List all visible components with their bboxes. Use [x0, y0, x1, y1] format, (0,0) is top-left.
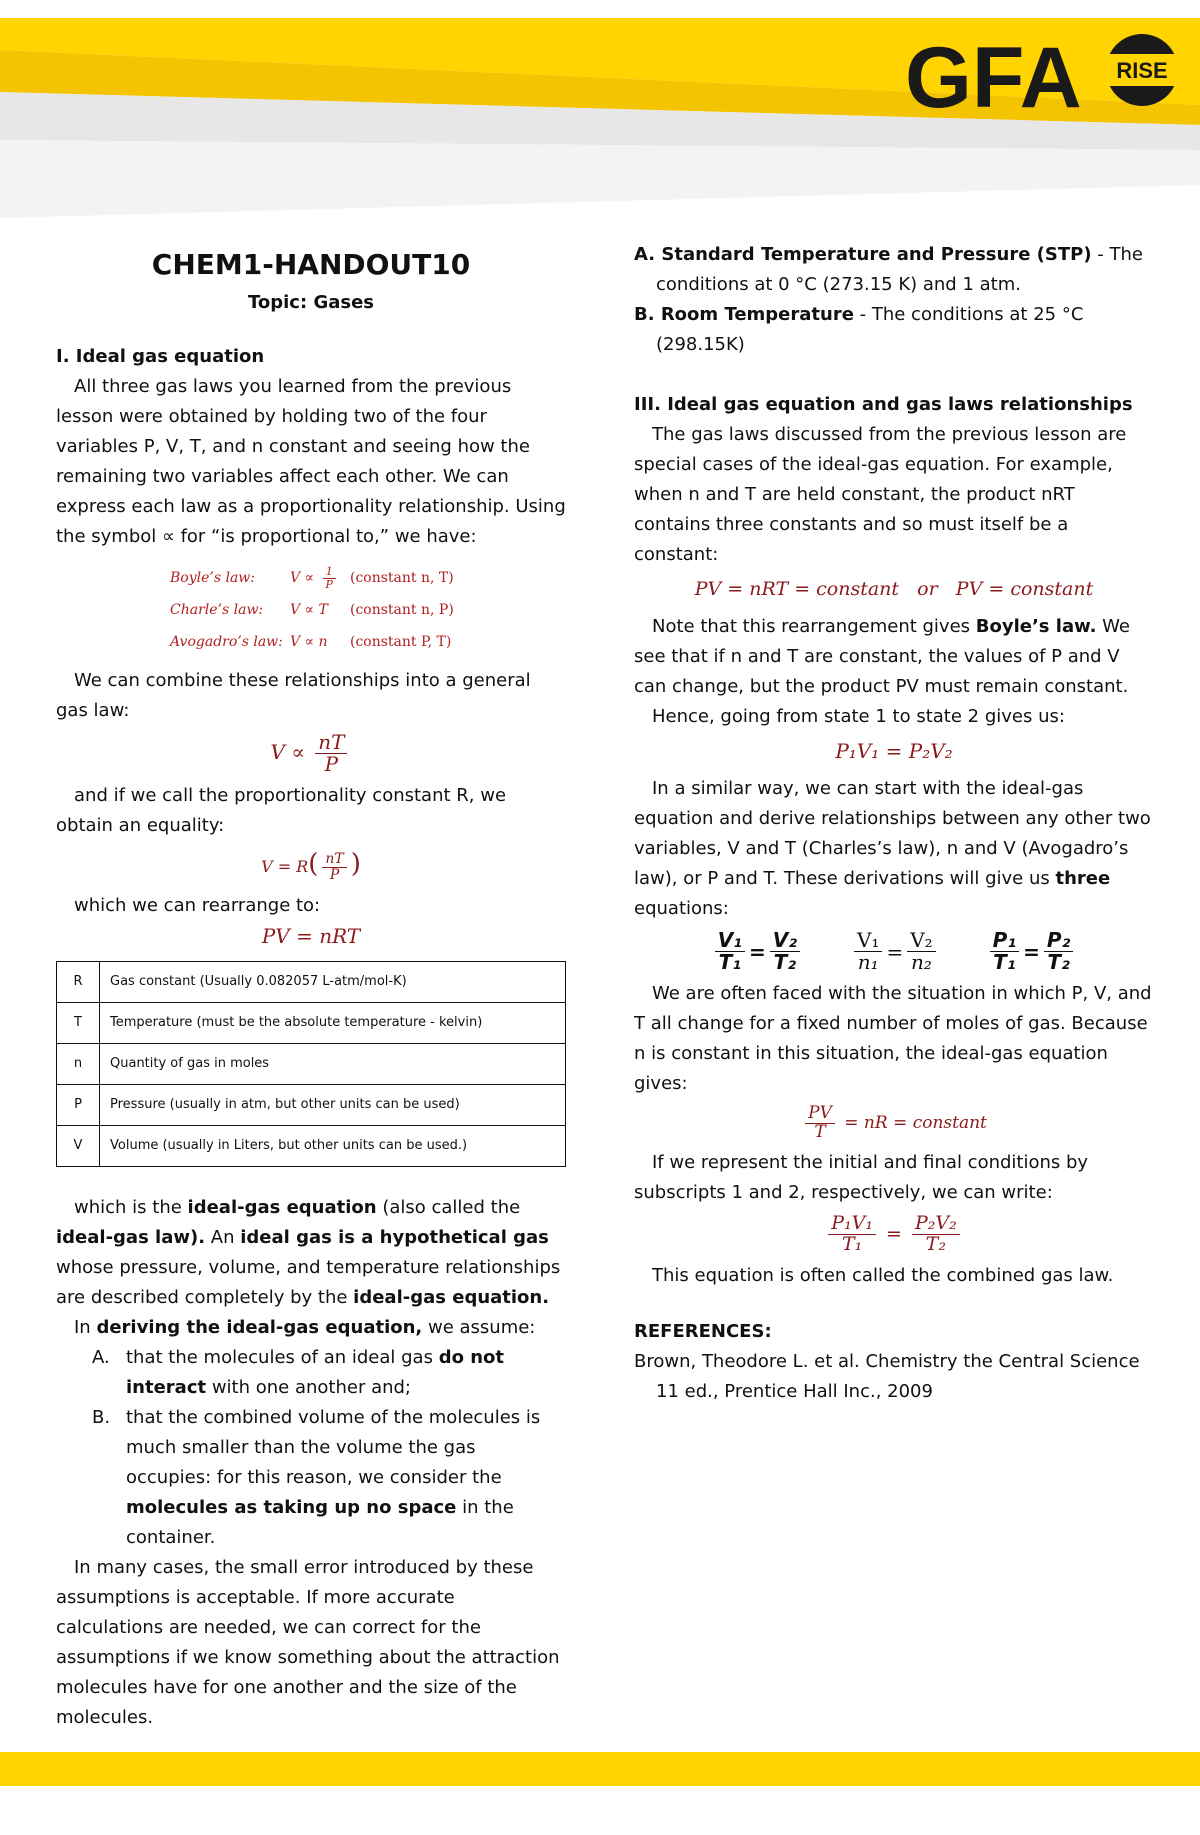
section3-heading: III. Ideal gas equation and gas laws relationships — [634, 394, 1133, 415]
law-name: Boyle’s law: — [170, 570, 255, 586]
law-name: Charle’s law: — [170, 602, 264, 618]
table-cell-description: Volume (usually in Liters, but other units can be used.) — [100, 1125, 566, 1166]
law-rel-lhs: V ∝ — [290, 570, 315, 586]
state-paragraph: Hence, going from state 1 to state 2 gives us: — [652, 706, 1065, 727]
footer-bar — [0, 1752, 1200, 1786]
list-marker: A. — [92, 1346, 110, 1368]
table-cell-symbol: V — [57, 1125, 100, 1166]
left-column — [56, 240, 566, 1733]
frac-left — [715, 930, 745, 973]
constant-paragraph: and if we call the proportionality constant R, we obtain an equality: — [56, 785, 507, 836]
law-avogadro — [170, 626, 566, 658]
frac-den: n₂ — [910, 950, 932, 974]
frac-den: T₁ — [718, 950, 742, 974]
right-column — [634, 240, 1154, 1407]
law-charles — [170, 594, 566, 626]
bold-text: ideal-gas equation. — [353, 1286, 550, 1308]
eq-lhs: V ∝ — [270, 740, 305, 764]
frac-den: n₁ — [857, 950, 879, 974]
frac-den: T₂ — [773, 950, 797, 974]
table-cell-symbol: T — [57, 1002, 100, 1043]
table-cell-symbol: R — [57, 961, 100, 1002]
frac-num: V₂ — [907, 930, 935, 952]
assumption-a — [92, 1343, 566, 1403]
closing-paragraph: In many cases, the small error introduced by these assumptions is acceptable. If more accurate calculations are needed, we can correct for the assumptions if we know something about the attraction molecules have for one another and the size of the molecules. — [56, 1556, 560, 1728]
eq-frac — [315, 732, 347, 775]
special-cases-paragraph: The gas laws discussed from the previous lesson are special cases of the ideal-gas equation. For example, when n and T are held constant, the product nRT contains three constants and so must itself be a constant: — [634, 424, 1127, 565]
text: - The conditions at 0 °C (273.15 K) and 1 atm. — [656, 244, 1143, 295]
text: Note that this rearrangement gives — [652, 616, 976, 637]
bold-text: three — [1055, 868, 1111, 889]
frac-num: P₁V₁ — [828, 1214, 876, 1235]
text: that the combined volume of the molecules is much smaller than the volume the gas occupies: for this reason, we consider the — [126, 1406, 541, 1488]
text: - The conditions at 25 °C (298.15K) — [656, 304, 1084, 355]
logo-text: GFA — [905, 30, 1082, 126]
equation-charles: $\frac{\text{V₁}}{\text{T₁}}$ = $\frac{\text{V₂}}{\text{T₂}}$ — [711, 930, 804, 973]
bold-text: molecules as taking up no space — [126, 1496, 457, 1518]
boyles-note-paragraph — [634, 612, 1154, 702]
law-name: Avogadro’s law: — [170, 634, 283, 650]
derivations-paragraph — [634, 774, 1154, 924]
frac-num: PV — [805, 1105, 835, 1124]
bold-text: deriving the ideal-gas equation, — [96, 1316, 423, 1338]
frac-num: V₁ — [854, 930, 882, 952]
frac-den: T₁ — [842, 1232, 863, 1255]
topic: Topic: Gases — [248, 292, 374, 313]
table-row — [57, 1084, 566, 1125]
equation-constant: PV = nRT = constant or PV = constant — [694, 578, 1094, 600]
text: equations: — [634, 898, 729, 919]
equation-avogadro: $\frac{\text{V₁}}{\text{n₁}}$ = $\frac{\text{V₂}}{\text{n₂}}$ — [850, 930, 940, 973]
table-cell-description: Pressure (usually in atm, but other units can be used) — [100, 1084, 566, 1125]
table-row — [57, 1043, 566, 1084]
frac-den: T₂ — [1047, 950, 1070, 974]
frac-right — [770, 930, 800, 973]
frac-right — [907, 930, 935, 973]
assumption-b — [92, 1403, 566, 1553]
rearrange-paragraph: which we can rearrange to: — [74, 894, 321, 916]
eq-frac — [805, 1105, 835, 1142]
bold-text: do not interact — [126, 1346, 504, 1398]
frac-den: P — [329, 867, 340, 883]
table-row — [57, 1002, 566, 1043]
header-banner — [0, 0, 1200, 240]
eq-lhs: V = R — [261, 857, 309, 876]
bold-text: B. Room Temperature — [634, 304, 854, 325]
bold-text: Boyle’s law. — [975, 616, 1097, 637]
table-cell-description: Temperature (must be the absolute temperature - kelvin) — [100, 1002, 566, 1043]
text: that the molecules of an ideal gas — [126, 1346, 439, 1368]
equation-combined-gas-law: $\frac{\text{P₁V₁}}{\text{T₁}}$ = $\frac{\text{P₂V₂}}{\text{T₂}}$ — [634, 1214, 1154, 1255]
text: with one another and; — [206, 1376, 411, 1398]
equation-v-proportional — [56, 732, 566, 775]
equation-boyle: P₁V₁ = P₂V₂ — [835, 739, 953, 763]
combined-law-paragraph: This equation is often called the combined gas law. — [652, 1264, 1114, 1286]
text: whose pressure, volume, and temperature relationships are described completely by the — [56, 1256, 561, 1308]
ideal-gas-definition — [56, 1193, 566, 1313]
variables-table — [56, 961, 566, 1167]
table-row — [57, 1125, 566, 1166]
equation-gay-lussac: $\frac{\text{P₁}}{\text{T₁}}$ = $\frac{\text{P₂}}{\text{T₂}}$ — [986, 930, 1078, 973]
frac-left — [854, 930, 882, 973]
room-temp-definition — [634, 300, 1154, 360]
text: In a similar way, we can start with the ideal-gas equation and derive relationships between any other two variables, V and T (Charles’s law), n and V (Avogadro’s law), or P and T. These derivations will give us — [634, 778, 1151, 889]
text: we assume: — [422, 1316, 536, 1338]
law-relation: V ∝ n — [290, 634, 328, 650]
frac-num: P₂V₂ — [912, 1214, 960, 1235]
table-cell-symbol: P — [57, 1084, 100, 1125]
assumptions-list — [56, 1343, 566, 1553]
law-boyle — [170, 562, 566, 594]
table-cell-symbol: n — [57, 1043, 100, 1084]
frac-num: P₂ — [1044, 930, 1073, 952]
text: which is the — [74, 1196, 188, 1218]
frac-left — [990, 930, 1019, 973]
references-heading: REFERENCES: — [634, 1320, 772, 1342]
frac-right — [1044, 930, 1073, 973]
frac-num: V₁ — [715, 930, 745, 952]
table-cell-description: Gas constant (Usually 0.082057 L-atm/mol-K) — [100, 961, 566, 1002]
text: (also called the — [376, 1196, 521, 1218]
law-frac — [323, 566, 336, 590]
frac-left — [828, 1211, 876, 1255]
eq-rhs: = nR = constant — [844, 1112, 987, 1133]
text: In — [74, 1316, 97, 1338]
fixed-moles-paragraph: We are often faced with the situation in which P, V, and T all change for a fixed number of moles of gas. Because n is constant in this situation, the ideal-gas equation gives: — [634, 983, 1152, 1094]
equation-pv-over-t — [634, 1105, 1154, 1142]
stp-definition — [634, 240, 1154, 300]
subscripts-paragraph: If we represent the initial and final conditions by subscripts 1 and 2, respectively, we can write: — [634, 1151, 1089, 1203]
law-condition: (constant P, T) — [350, 634, 452, 650]
frac-num: 1 — [323, 566, 336, 579]
bold-text: ideal gas is a hypothetical gas — [240, 1226, 549, 1248]
bold-text: ideal-gas equation — [187, 1196, 377, 1218]
frac-den: T₂ — [925, 1232, 946, 1255]
combine-paragraph: We can combine these relationships into a general gas law: — [56, 670, 531, 721]
deriving-paragraph — [56, 1313, 566, 1343]
table-cell-description: Quantity of gas in moles — [100, 1043, 566, 1084]
equation-ideal-gas: PV = nRT — [261, 923, 361, 948]
table-row — [57, 961, 566, 1002]
frac-num: P₁ — [990, 930, 1019, 952]
three-equations — [634, 930, 1154, 973]
frac-den: P — [325, 577, 333, 591]
frac-num: nT — [315, 732, 347, 754]
bold-text: ideal-gas law). — [56, 1226, 206, 1248]
laws-list — [56, 562, 566, 658]
frac-num: V₂ — [770, 930, 800, 952]
law-condition: (constant n, T) — [350, 570, 454, 586]
law-condition: (constant n, P) — [350, 602, 454, 618]
law-relation — [290, 563, 350, 593]
text: An — [205, 1226, 241, 1248]
section1-heading: I. Ideal gas equation — [56, 346, 265, 367]
frac-num: nT — [322, 852, 346, 868]
text: We see that if n and T are constant, the values of P and V can change, but the product PV must remain constant. — [634, 616, 1130, 697]
law-relation: V ∝ T — [290, 602, 328, 618]
frac-right — [912, 1211, 960, 1255]
intro-paragraph: All three gas laws you learned from the previous lesson were obtained by holding two of the four variables P, V, T, and n constant and seeing how the remaining two variables affect each other. We can express each law as a proportionality relationship. Using the symbol ∝ for “is proportional to,” we have: — [56, 376, 566, 547]
bold-text: A. Standard Temperature and Pressure (STP) — [634, 244, 1092, 265]
list-marker: B. — [92, 1406, 111, 1428]
frac-den: T₁ — [993, 950, 1016, 974]
equation-v-equals: V = R( $\frac{nT}{P}$ ) — [261, 849, 361, 883]
frac-den: P — [324, 752, 339, 776]
text: in the container. — [126, 1496, 514, 1548]
reference-entry: Brown, Theodore L. et al. Chemistry the Central Science 11 ed., Prentice Hall Inc., 2009 — [634, 1350, 1140, 1402]
page-title: CHEM1-HANDOUT10 — [151, 248, 471, 281]
frac-den: T — [814, 1121, 826, 1142]
logo-badge: RISE — [1116, 58, 1168, 83]
eq-frac — [322, 852, 346, 882]
